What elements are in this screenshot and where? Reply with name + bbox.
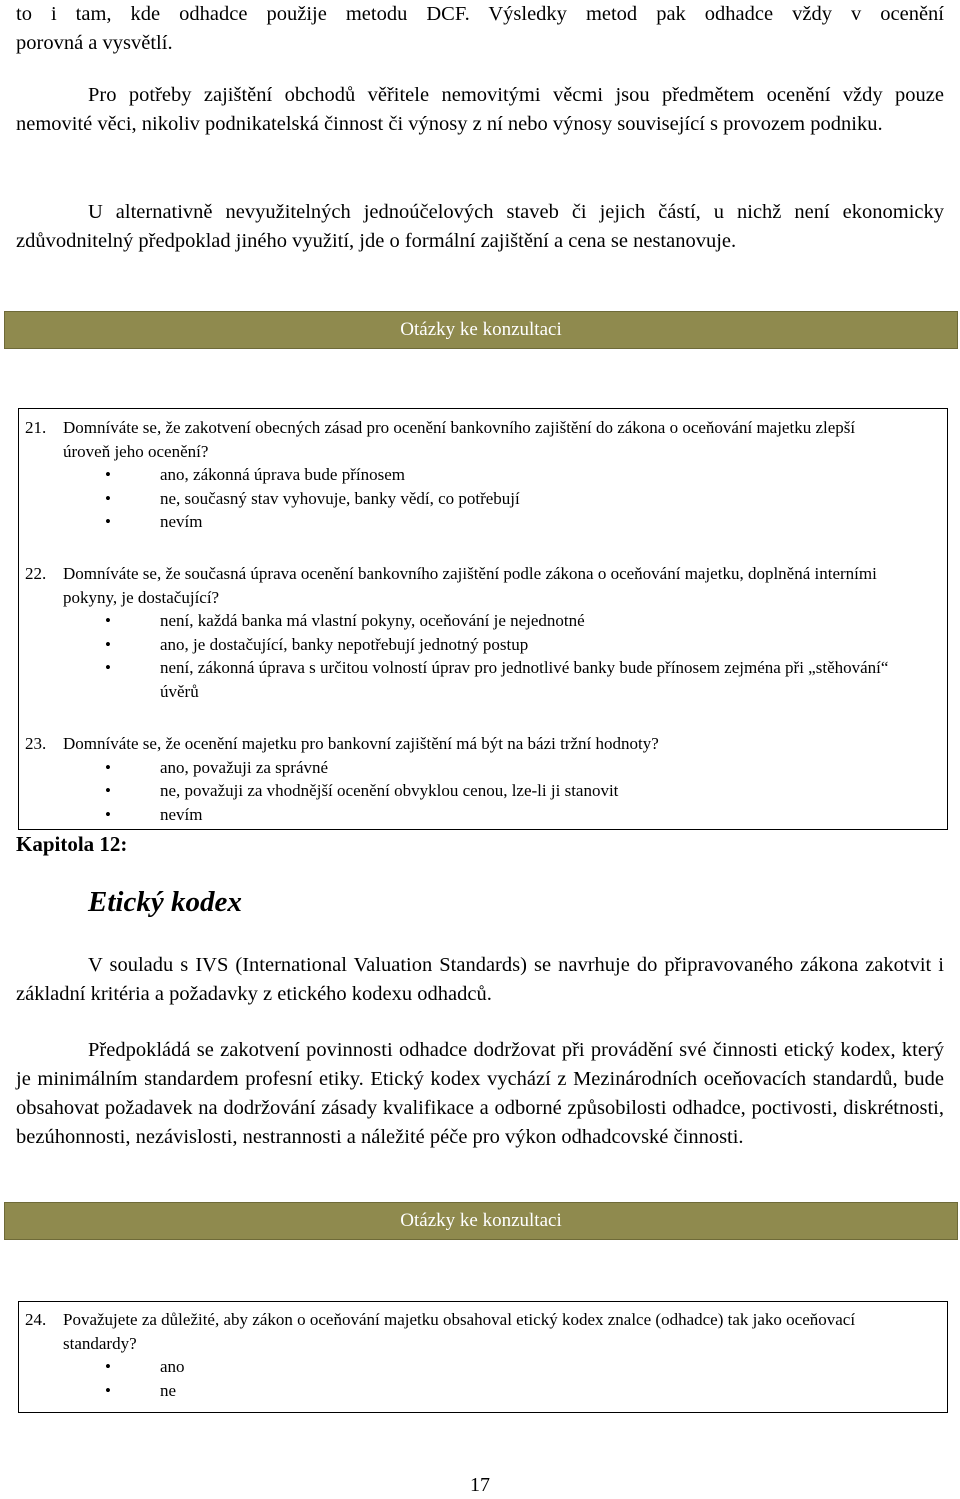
bullet-icon: • <box>105 634 111 654</box>
option <box>105 1379 905 1403</box>
question-22 <box>25 562 905 703</box>
question-24-number: 24. <box>25 1310 47 1329</box>
bullet-icon: • <box>105 757 111 777</box>
option-label: ne, považuji za vhodnější ocenění obvyklou cenou, lze-li ji stanovit <box>160 781 619 800</box>
option <box>105 487 905 511</box>
option-label: není, každá banka má vlastní pokyny, oceňování je nejednotné <box>160 611 585 630</box>
bullet-icon: • <box>105 658 111 677</box>
question-24-text: Považujete za důležité, aby zákon o oceňování majetku obsahoval etický kodex znalce (odhadce) tak jako oceňovací standardy? <box>63 1310 856 1353</box>
option-label: ano <box>160 1357 185 1376</box>
question-22-number: 22. <box>25 564 47 583</box>
option <box>105 779 905 803</box>
bullet-icon: • <box>105 488 111 508</box>
question-23-number: 23. <box>25 734 47 753</box>
ethics-paragraph-2-text: Předpokládá se zakotvení povinnosti odhadce dodržovat při provádění své činnosti etický kodex, který je minimálním standardem profesní etiky. Etický kodex vychází z Mezinárodních oceňovacích standardů, bude obsahovat požadavek na dodržování zásady kvalifikace a odborné způsobilosti odhadce, poctivosti, diskrétnosti, bezúhonnosti, nezávislosti, nestrannosti a náležité péče pro výkon odhadcovské činnosti. <box>16 1039 944 1148</box>
question-23-text: Domníváte se, že ocenění majetku pro bankovní zajištění má být na bázi tržní hodnoty? <box>63 734 659 753</box>
option <box>105 656 905 703</box>
question-23 <box>25 732 905 826</box>
intro-paragraph-2 <box>16 81 944 139</box>
option-label: ano, zákonná úprava bude přínosem <box>160 465 405 484</box>
question-21-options <box>25 463 905 534</box>
question-21 <box>25 416 905 534</box>
question-21-text: Domníváte se, že zakotvení obecných zásad pro ocenění bankovního zajištění do zákona o oceňování majetku zlepší úroveň jeho ocenění? <box>63 418 856 461</box>
intro-paragraph-3 <box>16 198 944 256</box>
bullet-icon: • <box>105 512 111 531</box>
bullet-icon: • <box>105 781 111 800</box>
bullet-icon: • <box>105 465 111 484</box>
bullet-icon: • <box>105 1357 111 1376</box>
page-number: 17 <box>470 1474 490 1496</box>
question-24-options <box>25 1355 905 1402</box>
question-23-options <box>25 756 905 827</box>
option-label: ano, je dostačující, banky nepotřebují jednotný postup <box>160 634 529 654</box>
consultation-banner-1 <box>4 311 958 349</box>
bullet-icon: • <box>105 611 111 630</box>
option-label: ano, považuji za správné <box>160 757 329 777</box>
intro-paragraph-1-line-2: porovná a vysvětlí. <box>16 32 173 54</box>
chapter-label: Kapitola 12: <box>16 832 128 856</box>
ethics-paragraph-1 <box>16 951 944 1009</box>
ethics-paragraph-2 <box>16 1036 944 1152</box>
option <box>105 609 905 633</box>
option-label: ne, současný stav vyhovuje, banky vědí, co potřebují <box>160 488 520 508</box>
option <box>105 1355 905 1379</box>
question-22-options <box>25 609 905 703</box>
consultation-banner-2 <box>4 1202 958 1240</box>
intro-paragraph-1-line-1: to i tam, kde odhadce použije metodu DCF. Výsledky metod pak odhadce vždy v ocenění <box>16 3 944 25</box>
option-label: nevím <box>160 804 203 824</box>
option <box>105 756 905 780</box>
question-21-number: 21. <box>25 418 47 437</box>
option <box>105 803 905 827</box>
option <box>105 633 905 657</box>
intro-paragraph-3-text: U alternativně nevyužitelných jednoúčelových staveb či jejich částí, u nichž není ekonomicky zdůvodnitelný předpoklad jiného využití, jde o formální zajištění a cena se nestanovuje. <box>16 201 944 252</box>
consultation-banner-2-label: Otázky ke konzultaci <box>400 1210 562 1231</box>
option-label: není, zákonná úprava s určitou volností úprav pro jednotlivé banky bude přínosem zejména při „stěhování“ úvěrů <box>160 658 889 701</box>
chapter-title: Etický kodex <box>88 886 242 918</box>
option <box>105 510 905 534</box>
ethics-paragraph-1-text: V souladu s IVS (International Valuation Standards) se navrhuje do připravovaného zákona zakotvit i základní kritéria a požadavky z etického kodexu odhadců. <box>16 954 944 1005</box>
option-label: nevím <box>160 512 203 531</box>
question-24 <box>25 1308 905 1402</box>
consultation-banner-1-label: Otázky ke konzultaci <box>400 319 562 340</box>
intro-paragraph-1 <box>16 0 944 58</box>
option-label: ne <box>160 1380 177 1400</box>
bullet-icon: • <box>105 1380 111 1400</box>
intro-paragraph-2-text: Pro potřeby zajištění obchodů věřitele nemovitými věcmi jsou předmětem ocenění vždy pouze nemovité věci, nikoliv podnikatelská činnost či výnosy z ní nebo výnosy související s provozem podniku. <box>16 84 944 135</box>
question-22-text: Domníváte se, že současná úprava ocenění bankovního zajištění podle zákona o oceňování majetku, doplněná interními pokyny, je dostačující? <box>63 564 877 607</box>
option <box>105 463 905 487</box>
bullet-icon: • <box>105 804 111 824</box>
